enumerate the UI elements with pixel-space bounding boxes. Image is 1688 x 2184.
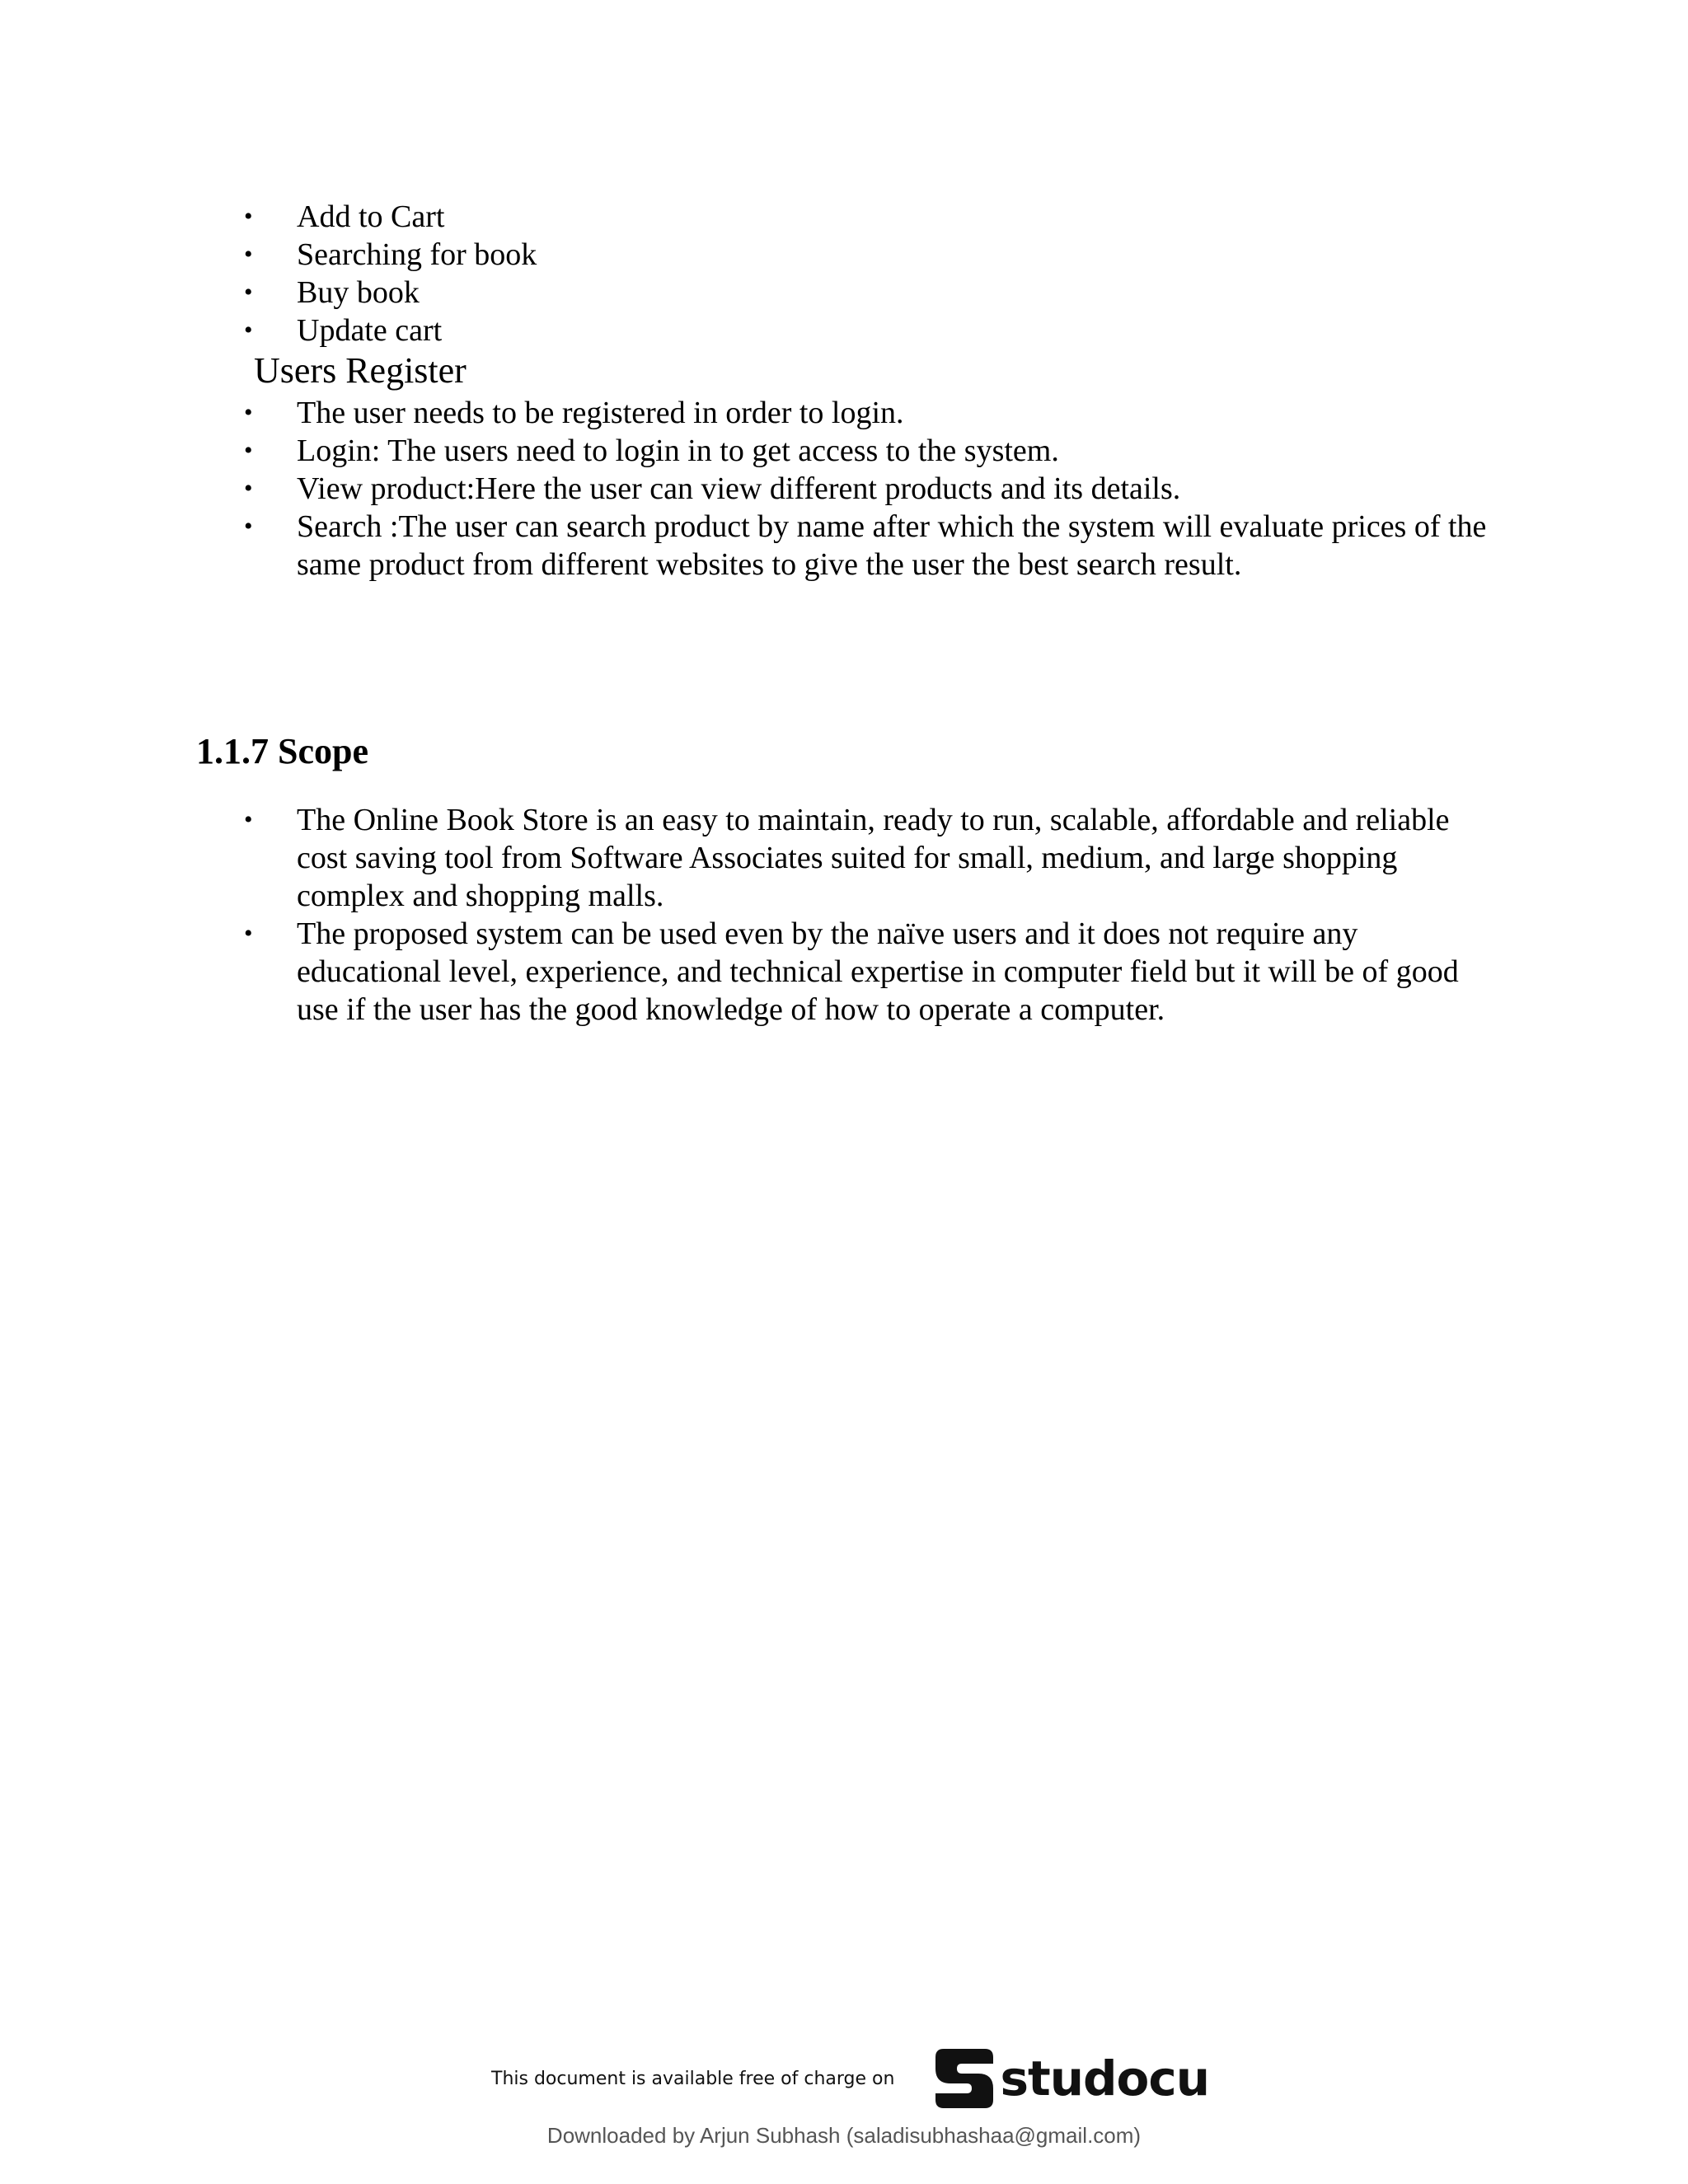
list-item-text: Login: The users need to login in to get access to the system. xyxy=(297,434,1059,468)
users-register-list xyxy=(236,394,1489,583)
list-item xyxy=(236,312,1489,349)
scope-list xyxy=(236,801,1489,1029)
availability-text: This document is available free of charge on xyxy=(491,2068,895,2089)
list-item xyxy=(236,915,1489,1029)
list-item-text: The Online Book Store is an easy to maintain, ready to run, scalable, affordable and reliable cost saving tool from Software Associates suited for small, medium, and large shopping complex and shopping malls. xyxy=(297,803,1450,913)
list-item-text: View product:Here the user can view different products and its details. xyxy=(297,471,1181,506)
list-item-text: The proposed system can be used even by the naïve users and it does not require any educational level, experience, and technical expertise in computer field but it will be of good use if the user has the good knowledge of how to operate a computer. xyxy=(297,916,1459,1027)
list-item xyxy=(236,198,1489,236)
list-item xyxy=(236,432,1489,470)
bullet-icon: • xyxy=(244,399,253,426)
studocu-s-icon xyxy=(932,2046,996,2111)
bullet-icon: • xyxy=(244,475,253,502)
list-item xyxy=(236,236,1489,274)
bullet-icon: • xyxy=(244,806,253,833)
list-item xyxy=(236,470,1489,508)
bullet-icon: • xyxy=(244,513,253,540)
bullet-icon: • xyxy=(244,316,253,344)
list-item-text: Search :The user can search product by name after which the system will evaluate prices of the same product from different websites to give the user the best search result. xyxy=(297,509,1487,582)
list-item xyxy=(236,394,1489,432)
list-item-text: The user needs to be registered in order to login. xyxy=(297,396,904,430)
studocu-logo[interactable] xyxy=(932,2046,1209,2111)
bullet-icon: • xyxy=(244,241,253,268)
bullet-icon: • xyxy=(244,920,253,947)
feature-list xyxy=(236,198,1489,349)
list-item-text: Add to Cart xyxy=(297,199,445,234)
list-item-text: Buy book xyxy=(297,275,420,310)
footer-availability xyxy=(491,2046,1209,2111)
list-item-text: Searching for book xyxy=(297,237,537,272)
scope-heading: 1.1.7 Scope xyxy=(196,731,368,771)
users-register-heading: Users Register xyxy=(254,350,467,391)
bullet-icon: • xyxy=(244,437,253,464)
list-item-text: Update cart xyxy=(297,313,443,348)
downloaded-by-text: Downloaded by Arjun Subhash (saladisubhashaa@gmail.com) xyxy=(546,2123,1142,2148)
list-item xyxy=(236,508,1489,583)
bullet-icon: • xyxy=(244,279,253,306)
studocu-wordmark: studocu xyxy=(1000,2050,1210,2107)
list-item xyxy=(236,801,1489,915)
bullet-icon: • xyxy=(244,203,253,230)
list-item xyxy=(236,274,1489,312)
